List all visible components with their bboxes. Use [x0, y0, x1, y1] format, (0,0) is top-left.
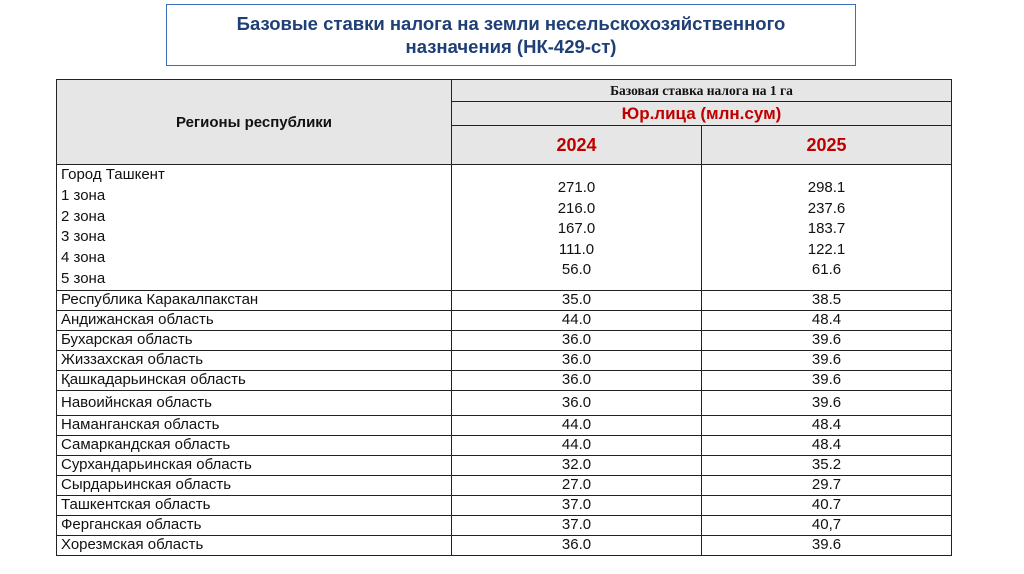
region-name: Сырдарьинская область	[57, 475, 452, 495]
tashkent-labels	[57, 165, 452, 291]
value-2025: 48.4	[702, 415, 952, 435]
region-name: Навоийнская область	[57, 390, 452, 415]
value-2024: 44.0	[452, 310, 702, 330]
value-2025: 39.6	[702, 535, 952, 555]
table-row	[57, 515, 952, 535]
value-2025: 39.6	[702, 330, 952, 350]
value-2025: 39.6	[702, 370, 952, 390]
table-row	[57, 455, 952, 475]
tashkent-2024-values	[452, 165, 702, 291]
value-2025: 35.2	[702, 455, 952, 475]
row-label: 5 зона	[61, 269, 106, 287]
value-2024: 32.0	[452, 455, 702, 475]
header-unit: Юр.лица (млн.сум)	[452, 102, 952, 126]
table-row	[57, 350, 952, 370]
value-2024: 36.0	[452, 350, 702, 370]
value-2024: 37.0	[452, 495, 702, 515]
value-2024: 36.0	[452, 390, 702, 415]
cell-value: 183.7	[807, 220, 846, 237]
region-name: Бухарская область	[57, 330, 452, 350]
region-name: Самаркандская область	[57, 435, 452, 455]
table-row	[57, 415, 952, 435]
value-2024: 36.0	[452, 535, 702, 555]
row-label: 3 зона	[61, 228, 106, 246]
value-2024: 44.0	[452, 415, 702, 435]
row-label: 1 зона	[61, 186, 106, 204]
cell-value: 122.1	[807, 240, 846, 258]
cell-value: 237.6	[807, 199, 846, 217]
header-base-rate: Базовая ставка налога на 1 га	[452, 80, 952, 102]
value-2025: 38.5	[702, 290, 952, 310]
table-row	[57, 370, 952, 390]
table-row	[57, 535, 952, 555]
cell-value: 61.6	[811, 261, 842, 278]
value-2024: 35.0	[452, 290, 702, 310]
value-2025: 39.6	[702, 350, 952, 370]
title-box	[166, 4, 856, 66]
header-year-2025: 2025	[702, 126, 952, 165]
table-row	[57, 310, 952, 330]
table-row	[57, 290, 952, 310]
value-2024: 27.0	[452, 475, 702, 495]
row-label: Город Ташкент	[61, 166, 165, 183]
row-label: 4 зона	[61, 249, 106, 267]
region-name: Қашкадарьинская область	[57, 370, 452, 390]
region-name: Хорезмская область	[57, 535, 452, 555]
title-line-1: Базовые ставки налога на земли несельскохозяйственного	[236, 13, 786, 34]
header-year-2024: 2024	[452, 126, 702, 165]
region-name: Республика Каракалпакстан	[57, 290, 452, 310]
value-2024: 44.0	[452, 435, 702, 455]
value-2025: 29.7	[702, 475, 952, 495]
table-row	[57, 435, 952, 455]
value-2025: 48.4	[702, 310, 952, 330]
cell-value: 56.0	[561, 261, 592, 278]
tashkent-2025-values	[702, 165, 952, 291]
cell-value: 216.0	[557, 199, 596, 217]
value-2025: 40.7	[702, 495, 952, 515]
value-2025: 39.6	[702, 390, 952, 415]
value-2024: 36.0	[452, 330, 702, 350]
table-row	[57, 495, 952, 515]
value-2024: 36.0	[452, 370, 702, 390]
region-name: Жиззахская область	[57, 350, 452, 370]
table-row-tashkent	[57, 165, 952, 291]
header-regions: Регионы республики	[57, 80, 452, 165]
value-2025: 48.4	[702, 435, 952, 455]
value-2024: 37.0	[452, 515, 702, 535]
cell-value: 111.0	[558, 240, 595, 258]
table-row	[57, 330, 952, 350]
region-name: Андижанская область	[57, 310, 452, 330]
tax-rate-table	[56, 79, 952, 556]
cell-value: 167.0	[557, 220, 596, 237]
region-name: Ташкентская область	[57, 495, 452, 515]
table-row	[57, 390, 952, 415]
region-name: Ферганская область	[57, 515, 452, 535]
value-2025: 40,7	[702, 515, 952, 535]
region-name: Сурхандарьинская область	[57, 455, 452, 475]
cell-value: 298.1	[807, 179, 846, 196]
row-label: 2 зона	[61, 207, 106, 225]
cell-value: 271.0	[557, 179, 596, 196]
region-name: Наманганская область	[57, 415, 452, 435]
table-row	[57, 475, 952, 495]
title-line-2: назначения (НК-429-ст)	[405, 36, 617, 57]
